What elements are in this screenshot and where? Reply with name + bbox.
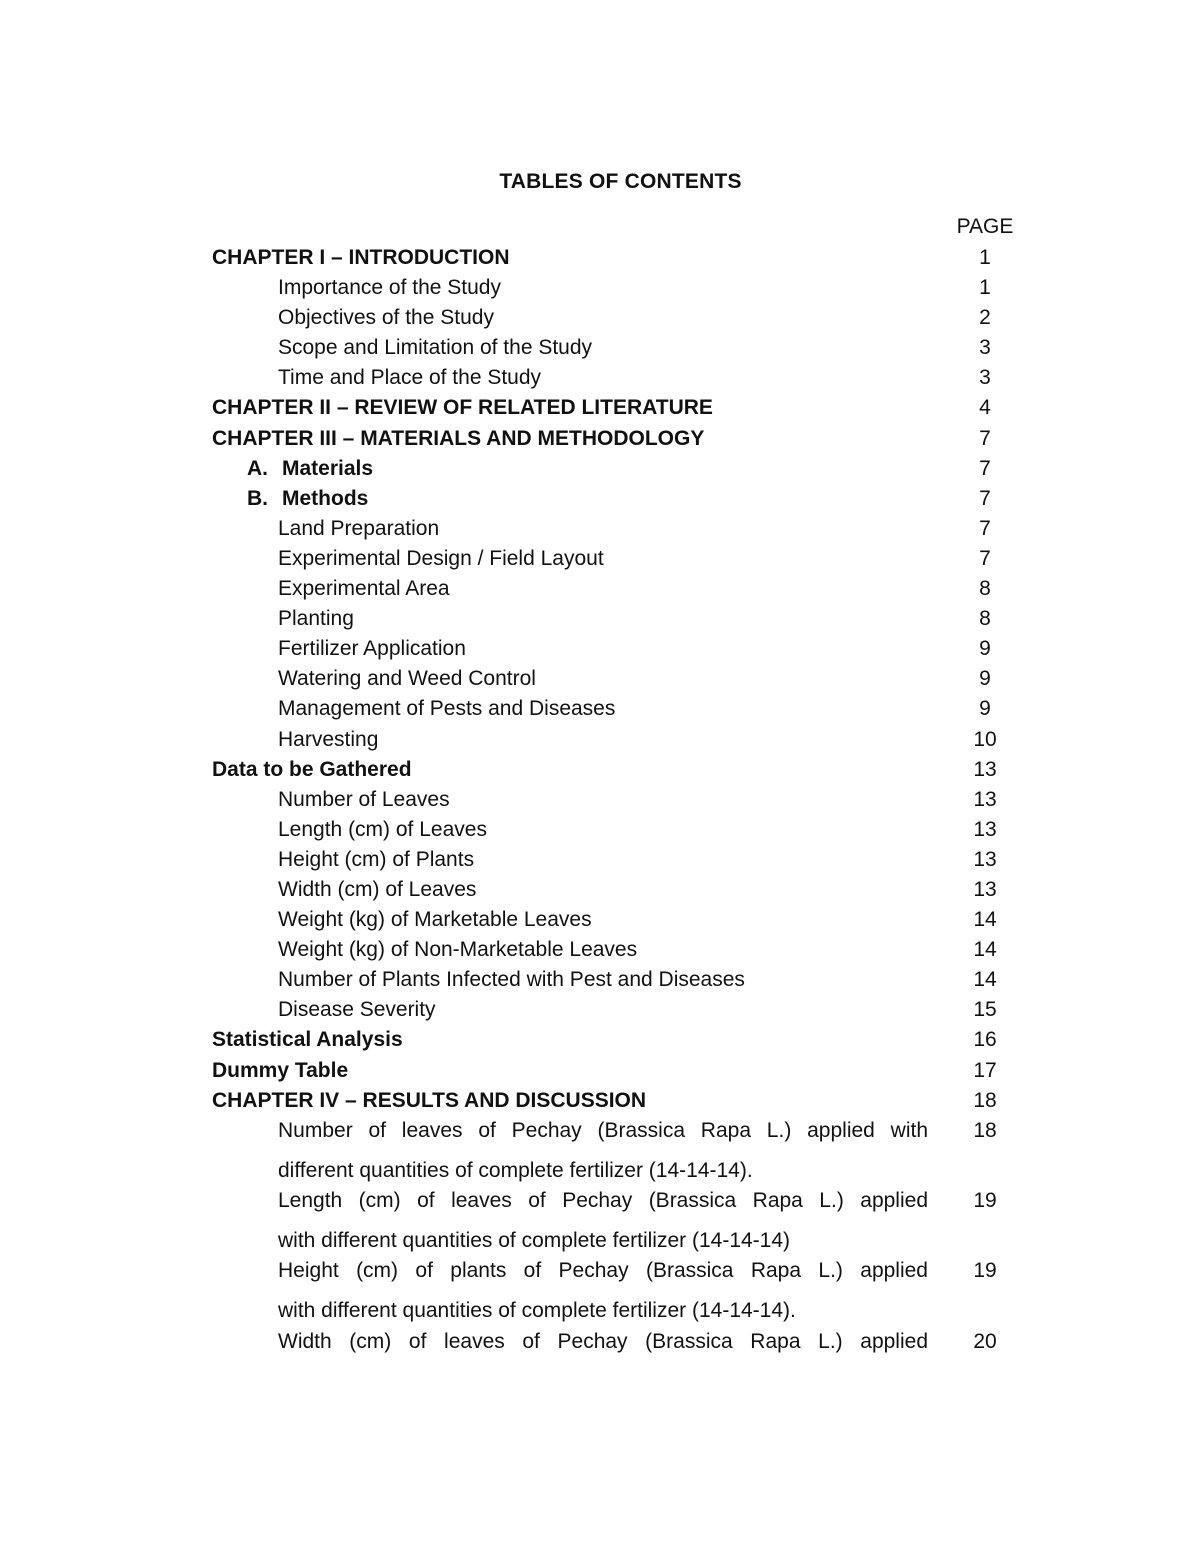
toc-entry-title [247, 485, 368, 513]
toc-entry-page: 14 [973, 938, 997, 962]
toc-entry [0, 425, 1200, 455]
toc-entry-title: Number of Plants Infected with Pest and Diseases [278, 968, 745, 992]
toc-entry-page: 2 [979, 306, 991, 330]
toc-entry-title: Width (cm) of Leaves [278, 877, 477, 901]
toc-entry [0, 605, 1200, 635]
toc-entry-page: 13 [973, 847, 997, 871]
toc-entry [0, 334, 1200, 364]
toc-entry-line2: with different quantities of complete fertilizer (14-14-14). [278, 1299, 796, 1323]
toc-entry-page: 9 [979, 637, 991, 661]
toc-entry-page: 15 [973, 998, 997, 1022]
toc-entry-title: Management of Pests and Diseases [278, 697, 616, 721]
toc-entry-line1: Width (cm) of leaves of Pechay (Brassica Rapa L.) applied [278, 1329, 928, 1353]
toc-entry-title: Time and Place of the Study [278, 366, 542, 390]
toc-entry-page: 10 [973, 727, 997, 751]
toc-entry [0, 364, 1200, 394]
toc-entry [0, 936, 1200, 966]
toc-entry-title: Fertilizer Application [278, 637, 466, 661]
toc-entry [0, 906, 1200, 936]
toc-entry-page: 7 [979, 546, 991, 570]
toc-entry-page: 14 [973, 968, 997, 992]
toc-entry-title: Objectives of the Study [278, 306, 494, 330]
toc-entry-page: 1 [979, 246, 991, 269]
toc-entry-line1: Height (cm) of plants of Pechay (Brassica Rapa L.) applied [278, 1259, 928, 1283]
toc-entry [0, 575, 1200, 605]
toc-entry [0, 515, 1200, 545]
toc-entry-page: 3 [979, 336, 991, 360]
toc-entry [0, 1087, 1200, 1117]
toc-entry-line1: Number of leaves of Pechay (Brassica Rapa L.) applied with [278, 1118, 928, 1142]
toc-entry [0, 485, 1200, 515]
toc-entry-title: CHAPTER IV – RESULTS AND DISCUSSION [212, 1088, 647, 1112]
toc-entry-letter: B. [247, 486, 268, 510]
toc-entry-page: 7 [979, 426, 991, 450]
toc-entry-line2: with different quantities of complete fertilizer (14-14-14) [278, 1229, 791, 1253]
toc-entry-title [247, 455, 373, 483]
toc-entry-text: Methods [282, 486, 369, 510]
toc-entry [0, 756, 1200, 786]
toc-entry-title: Dummy Table [212, 1058, 349, 1082]
toc-entry [0, 1057, 1200, 1087]
toc-entry [0, 996, 1200, 1026]
toc-entry-page: 9 [979, 667, 991, 691]
toc-entry [0, 726, 1200, 756]
toc-entry-page: 18 [973, 1118, 997, 1142]
toc-entry-page: 13 [973, 787, 997, 811]
toc-entry-page: 14 [973, 908, 997, 932]
toc-entry-title: Statistical Analysis [212, 1028, 403, 1052]
toc-entry [0, 635, 1200, 665]
toc-entry-title: Experimental Area [278, 577, 450, 601]
toc-entry [0, 545, 1200, 575]
toc-entry-title: Weight (kg) of Non-Marketable Leaves [278, 938, 638, 962]
toc-entry-page: 1 [979, 276, 991, 300]
toc-entry-page: 18 [973, 1088, 997, 1112]
toc-entry [0, 304, 1200, 334]
toc-entry-page: 19 [973, 1189, 997, 1213]
toc-entry-line1: Length (cm) of leaves of Pechay (Brassica Rapa L.) applied [278, 1189, 928, 1213]
toc-entry [0, 846, 1200, 876]
toc-entry-page: 8 [979, 577, 991, 601]
toc-entry-page: 9 [979, 697, 991, 721]
toc-entry-title: Data to be Gathered [212, 757, 412, 781]
toc-entry-page: 7 [979, 486, 991, 510]
toc-entry-title: Importance of the Study [278, 276, 501, 300]
toc-entry [0, 274, 1200, 304]
toc-entry [0, 244, 1200, 274]
page-column-header: PAGE [956, 215, 1014, 238]
toc-entry-multiline [0, 1187, 1200, 1257]
toc-entry-title: CHAPTER III – MATERIALS AND METHODOLOGY [212, 426, 705, 450]
toc-entry-title: Land Preparation [278, 516, 440, 540]
toc-entry-page: 3 [979, 366, 991, 390]
toc-entry [0, 695, 1200, 725]
toc-entry-title: Scope and Limitation of the Study [278, 336, 593, 360]
toc-entry-letter: A. [247, 456, 268, 480]
toc-entry-multiline [0, 1117, 1200, 1187]
toc-entry-page: 16 [973, 1028, 997, 1052]
toc-entry [0, 966, 1200, 996]
toc-entry [0, 876, 1200, 906]
toc-entry-page: 20 [973, 1329, 997, 1353]
toc-entry-title: Watering and Weed Control [278, 667, 536, 691]
toc-entry [0, 455, 1200, 485]
toc-entry-page: 8 [979, 607, 991, 631]
toc-entry-page: 4 [979, 396, 991, 420]
toc-entry-title: Weight (kg) of Marketable Leaves [278, 908, 592, 932]
toc-entry-multiline [0, 1257, 1200, 1327]
toc-entry-title: Planting [278, 607, 354, 631]
toc-entry-title: CHAPTER II – REVIEW OF RELATED LITERATURE [212, 396, 713, 420]
toc-entry [0, 786, 1200, 816]
toc-entry-page: 17 [973, 1058, 997, 1082]
toc-entry-text: Materials [282, 456, 374, 480]
toc-entry-page: 13 [973, 877, 997, 901]
toc-entry-title: Height (cm) of Plants [278, 847, 475, 871]
toc-entry [0, 665, 1200, 695]
toc-entry [0, 1026, 1200, 1056]
toc-entry-page: 19 [973, 1259, 997, 1283]
toc-entry-title: CHAPTER I – INTRODUCTION [212, 246, 510, 269]
table-of-contents [0, 244, 1200, 1358]
toc-entry [0, 1328, 1200, 1358]
toc-entry-page: 13 [973, 757, 997, 781]
toc-entry-title: Harvesting [278, 727, 379, 751]
document-title: TABLES OF CONTENTS [499, 170, 742, 193]
toc-entry-title: Number of Leaves [278, 787, 450, 811]
toc-entry-title: Length (cm) of Leaves [278, 817, 487, 841]
toc-entry [0, 816, 1200, 846]
toc-entry-title: Disease Severity [278, 998, 436, 1022]
toc-entry-page: 7 [979, 456, 991, 480]
toc-entry-page: 13 [973, 817, 997, 841]
toc-entry-line2: different quantities of complete fertilizer (14-14-14). [278, 1158, 753, 1182]
toc-entry [0, 394, 1200, 424]
toc-entry-page: 7 [979, 516, 991, 540]
toc-entry-title: Experimental Design / Field Layout [278, 546, 604, 570]
